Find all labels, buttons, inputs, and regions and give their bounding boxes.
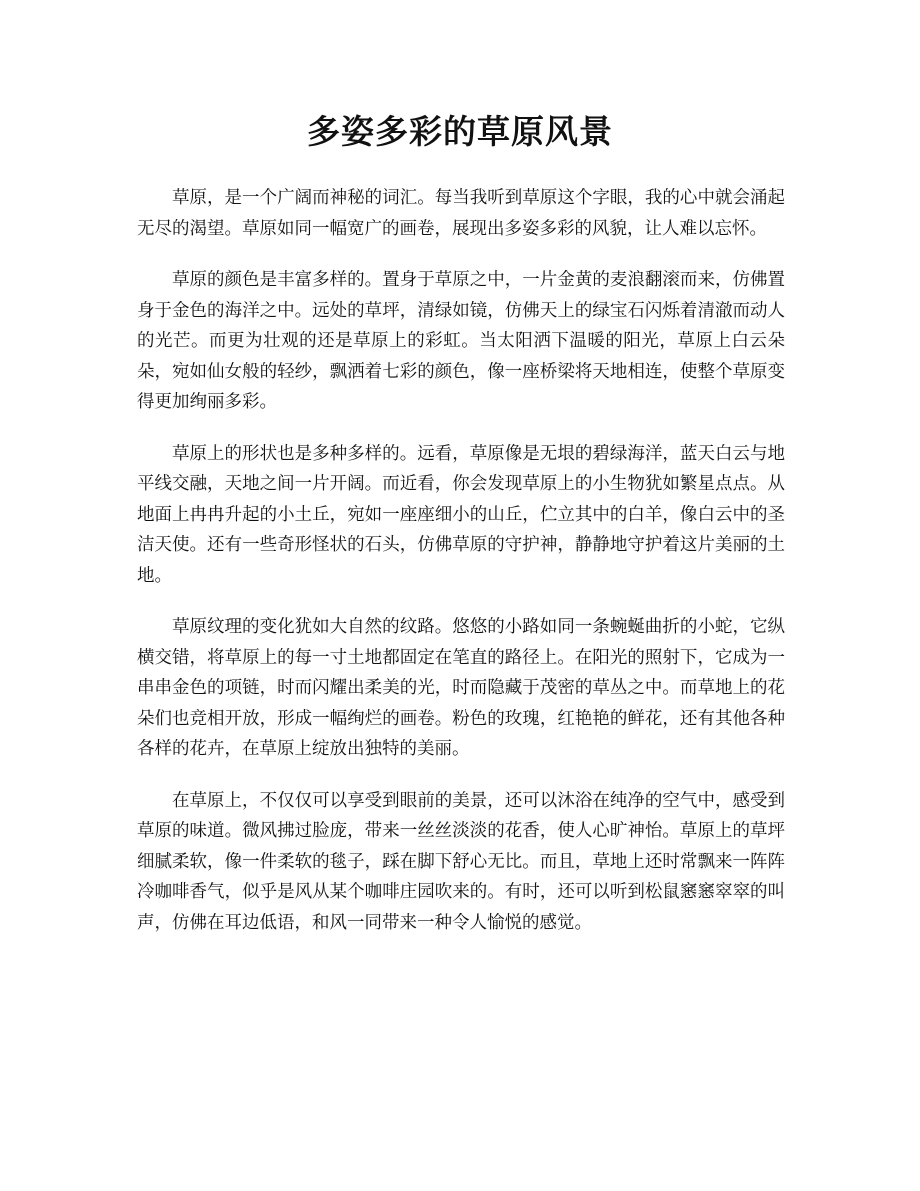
paragraph-4: 草原纹理的变化犹如大自然的纹路。悠悠的小路如同一条蜿蜒曲折的小蛇，它纵横交错，将草原上的每一寸土地都固定在笔直的路径上。在阳光的照射下，它成为一串串金色的项链，时而闪耀出柔美的光，时而隐藏于茂密的草丛之中。而草地上的花朵们也竞相开放，形成一幅绚烂的画卷。粉色的玫瑰，红艳艳的鲜花，还有其他各种各样的花卉，在草原上绽放出独特的美丽。 <box>137 617 785 759</box>
document-body <box>137 183 785 959</box>
paragraph-1: 草原，是一个广阔而神秘的词汇。每当我听到草原这个字眼，我的心中就会涌起无尽的渴望。草原如同一幅宽广的画卷，展现出多姿多彩的风貌，让人难以忘怀。 <box>137 188 785 239</box>
paragraph-3: 草原上的形状也是多种多样的。远看，草原像是无垠的碧绿海洋，蓝天白云与地平线交融，天地之间一片开阔。而近看，你会发现草原上的小生物犹如繁星点点。从地面上冉冉升起的小土丘，宛如一座座细小的山丘，伫立其中的白羊，像白云中的圣洁天使。还有一些奇形怪状的石头，仿佛草原的守护神，静静地守护着这片美丽的土地。 <box>137 443 785 586</box>
paragraph-2: 草原的颜色是丰富多样的。置身于草原之中，一片金黄的麦浪翻滚而来，仿佛置身于金色的海洋之中。远处的草坪，清绿如镜，仿佛天上的绿宝石闪烁着清澈而动人的光芒。而更为壮观的还是草原上的彩虹。当太阳洒下温暖的阳光，草原上白云朵朵，宛如仙女般的轻纱，飘洒着七彩的颜色，像一座桥梁将天地相连，使整个草原变得更加绚丽多彩。 <box>137 270 785 412</box>
paragraph-5: 在草原上，不仅仅可以享受到眼前的美景，还可以沐浴在纯净的空气中，感受到草原的味道。微风拂过脸庞，带来一丝丝淡淡的花香，使人心旷神怡。草原上的草坪细腻柔软，像一件柔软的毯子，踩在脚下舒心无比。而且，草地上还时常飘来一阵阵冷咖啡香气，似乎是风从某个咖啡庄园吹来的。有时，还可以听到松鼠窸窸窣窣的叫声，仿佛在耳边低语，和风一同带来一种令人愉悦的感觉。 <box>137 790 785 933</box>
document-title: 多姿多彩的草原风景 <box>307 112 613 151</box>
